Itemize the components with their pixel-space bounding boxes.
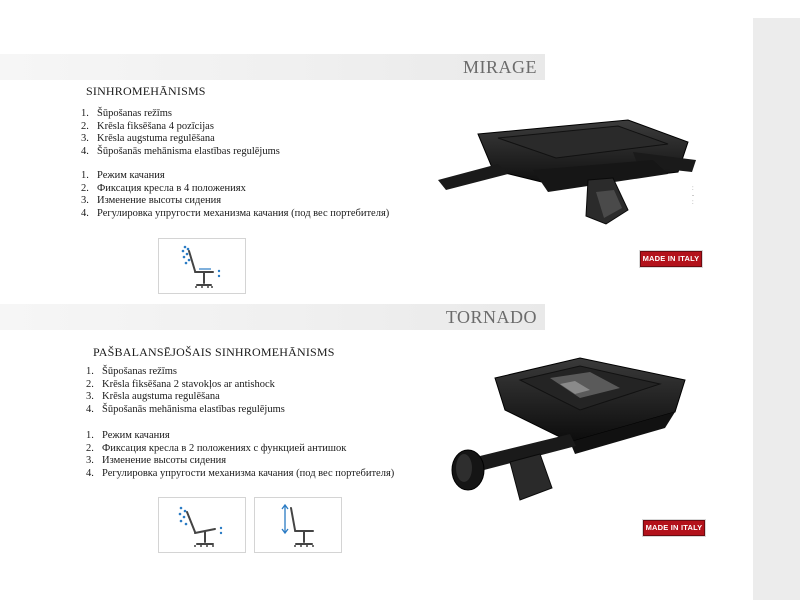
chair-tilt-diagram xyxy=(158,497,246,553)
list-item: 1. Режим качания xyxy=(81,170,165,181)
list-item: 3. Изменение высоты сидения xyxy=(81,195,222,206)
mechanism-icon xyxy=(440,350,700,510)
list-item: 2. Фиксация кресла в 4 положениях xyxy=(81,182,246,194)
list-item: 3. Krēsla augstuma regulēšana xyxy=(86,391,220,402)
right-sidebar xyxy=(753,18,800,600)
chair-height-diagram xyxy=(254,497,342,553)
tornado-mechanism-image xyxy=(440,350,700,515)
section-subtitle: SINHROMEHĀNISMS xyxy=(86,84,206,98)
made-in-italy-badge: MADE IN ITALY xyxy=(643,520,705,536)
list-item: 1. Режим качания xyxy=(86,430,170,441)
feature-list-latvian xyxy=(86,366,285,416)
feature-list-latvian xyxy=(81,108,280,158)
list-item: 4. Регулировка упругости механизма качания (под вес портебителя) xyxy=(81,207,390,219)
mirage-mechanism-image xyxy=(438,112,708,237)
chair-recline-icon xyxy=(159,498,245,552)
mechanism-icon xyxy=(438,112,708,232)
section-title: MIRAGE xyxy=(463,57,537,77)
list-item: 4. Šūpošanās mehānisma elastības regulējums xyxy=(86,403,285,415)
feature-list-russian xyxy=(81,170,389,220)
list-item: 3. Krēsla augstuma regulēšana xyxy=(81,133,215,144)
list-item: 4. Šūpošanās mehānisma elastības regulējums xyxy=(81,145,280,157)
list-item: 2. Krēsla fiksēšana 4 pozīcijas xyxy=(81,120,214,132)
feature-list-russian xyxy=(86,430,394,480)
list-item: 2. Фиксация кресла в 2 положениях с функцией антишок xyxy=(86,442,347,454)
list-item: 1. Šūpošanas režīms xyxy=(81,108,172,119)
list-item: 2. Krēsla fiksēšana 2 stavokļos ar antishock xyxy=(86,378,275,390)
chair-recline-icon xyxy=(159,239,245,293)
section-title: TORNADO xyxy=(445,307,537,327)
chair-height-icon xyxy=(255,498,341,552)
section-subtitle: PAŠBALANSĒJOŠAIS SINHROMEHĀNISMS xyxy=(93,345,335,359)
list-item: 1. Šūpošanas režīms xyxy=(86,366,177,377)
list-item: 3. Изменение высоты сидения xyxy=(86,455,227,466)
section-band-tornado xyxy=(0,304,545,330)
made-in-italy-badge: MADE IN ITALY xyxy=(640,251,702,267)
list-item: 4. Регулировка упругости механизма качания (под вес портебителя) xyxy=(86,467,395,479)
chair-tilt-diagram xyxy=(158,238,246,294)
section-band-mirage xyxy=(0,54,545,80)
dim-marks: : - : xyxy=(692,186,694,206)
